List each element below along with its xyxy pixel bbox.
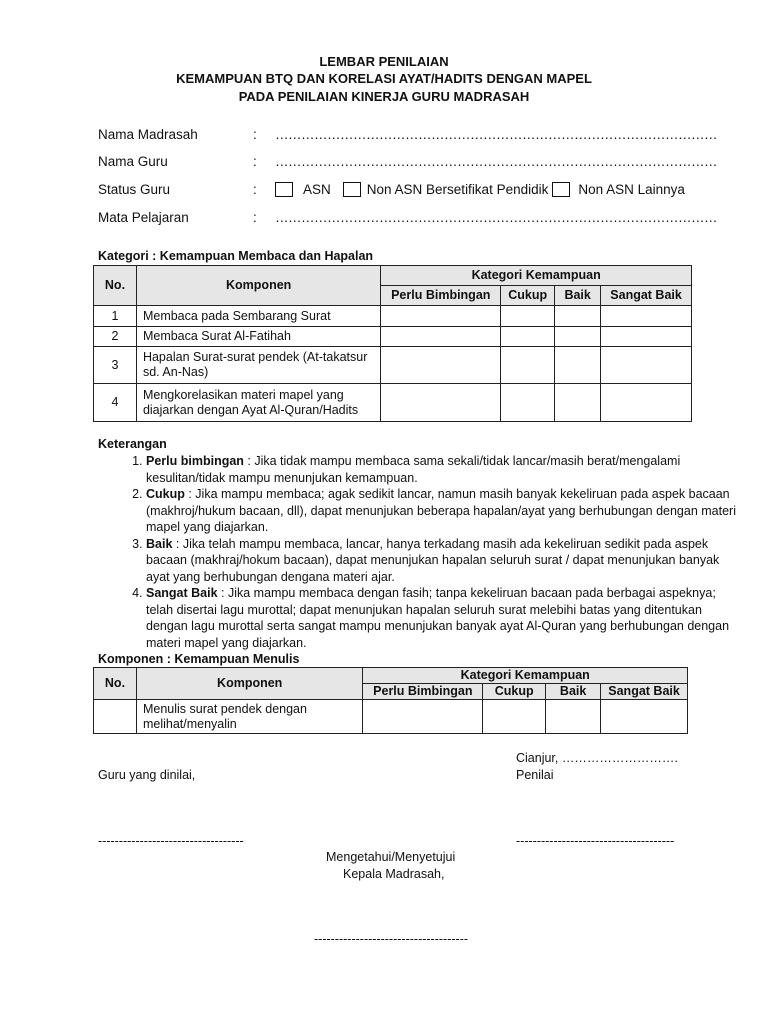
score-cell[interactable] bbox=[601, 306, 692, 327]
list-item bbox=[146, 453, 746, 486]
field-mata-pelajaran bbox=[98, 209, 717, 227]
table-row bbox=[94, 700, 688, 734]
score-cell[interactable] bbox=[555, 306, 601, 327]
col-komponen-header: Komponen bbox=[136, 266, 380, 306]
score-cell[interactable] bbox=[601, 384, 692, 422]
field-label: Nama Madrasah bbox=[98, 127, 198, 142]
fill-in-line[interactable]: ………………………………………………………………………………………… bbox=[275, 154, 717, 169]
row-number: 2 bbox=[94, 327, 137, 347]
keterangan-heading: Keterangan bbox=[98, 437, 167, 451]
col-komponen-header: Komponen bbox=[136, 668, 362, 700]
row-komponen: Membaca pada Sembarang Surat bbox=[136, 306, 380, 327]
section-2-heading: Komponen : Kemampuan Menulis bbox=[98, 652, 300, 666]
table-row bbox=[94, 306, 692, 327]
title-line-2: KEMAMPUAN BTQ DAN KORELASI AYAT/HADITS DENGAN MAPEL bbox=[176, 71, 592, 86]
list-item bbox=[146, 585, 746, 651]
col-kategori-header: Kategori Kemampuan bbox=[381, 266, 692, 286]
subcol-perlu-bimbingan: Perlu Bimbingan bbox=[381, 286, 501, 306]
fill-in-line[interactable]: ………………………………………………………………………………………… bbox=[275, 127, 717, 142]
row-number: 4 bbox=[94, 384, 137, 422]
score-cell[interactable] bbox=[601, 327, 692, 347]
note-text: : Jika mampu membaca dengan fasih; tanpa kekeliruan bacaan pada berbagai aspeknya; telah disertai lagu murottal; dapat menunjukan hapalan seluruh surat melebihi batas yang ditentukan dengan lagu murottal serta sangat mampu menunjukan banyak ayat Al-Quran yang berhubungan dengan materi mapel yang diajarkan. bbox=[146, 586, 730, 650]
row-komponen: Mengkorelasikan materi mapel yang diajarkan dengan Ayat Al-Quran/Hadits bbox=[136, 384, 380, 422]
field-nama-madrasah bbox=[98, 126, 717, 144]
signature-line-kepala[interactable]: ------------------------------------- bbox=[314, 932, 469, 946]
fill-in-line[interactable]: ………………………………………………………………………………………… bbox=[275, 210, 717, 225]
field-colon: : bbox=[253, 182, 257, 197]
field-colon: : bbox=[253, 210, 257, 225]
note-text: : Jika mampu membaca; agak sedikit lancar, namun masih banyak kekeliruan pada aspek bacaan (makhroj/hukum bacaan, dll), dapat menunjukan beberapa hapalan/ayat yang berhubungan dengan materi mapel yang diajarkan. bbox=[146, 487, 736, 534]
row-number: 1 bbox=[94, 306, 137, 327]
note-term: Cukup bbox=[146, 487, 185, 501]
score-cell[interactable] bbox=[381, 327, 501, 347]
score-cell[interactable] bbox=[546, 700, 601, 734]
col-no-header: No. bbox=[94, 668, 137, 700]
list-item bbox=[146, 536, 746, 586]
field-label: Nama Guru bbox=[98, 154, 168, 169]
note-term: Sangat Baik bbox=[146, 586, 218, 600]
field-colon: : bbox=[253, 154, 257, 169]
penilai-label: Penilai bbox=[516, 768, 554, 782]
table-row bbox=[94, 384, 692, 422]
row-komponen: Menulis surat pendek dengan melihat/menyalin bbox=[136, 700, 362, 734]
score-cell[interactable] bbox=[501, 384, 555, 422]
keterangan-list bbox=[98, 453, 746, 651]
subcol-sangat-baik: Sangat Baik bbox=[601, 286, 692, 306]
col-no-header: No. bbox=[94, 266, 137, 306]
row-komponen: Membaca Surat Al-Fatihah bbox=[136, 327, 380, 347]
subcol-cukup: Cukup bbox=[501, 286, 555, 306]
writing-assessment-table bbox=[93, 667, 688, 734]
checkbox-non-asn-bersertifikat[interactable] bbox=[343, 182, 361, 197]
note-text: : Jika tidak mampu membaca sama sekali/tidak lancar/masih berat/mengalami kesulitan/tidak mampu menunjukan kemampuan. bbox=[146, 454, 681, 485]
signature-line-penilai[interactable]: -------------------------------------- bbox=[516, 834, 675, 848]
row-komponen: Hapalan Surat-surat pendek (At-takatsur sd. An-Nas) bbox=[136, 347, 380, 384]
table-row bbox=[94, 327, 692, 347]
score-cell[interactable] bbox=[381, 347, 501, 384]
table-row bbox=[94, 347, 692, 384]
checkbox-asn[interactable] bbox=[275, 182, 293, 197]
score-cell[interactable] bbox=[363, 700, 483, 734]
score-cell[interactable] bbox=[555, 384, 601, 422]
note-text: : Jika telah mampu membaca, lancar, hanya terkadang masih ada kekeliruan sedikit pada aspek bacaan (makhraj/hokum bacaan), dapat menunjukan hapalan seluruh surat / dapat menunjukan banyak ayat yang berhubungan dengana materi ajar. bbox=[146, 536, 720, 584]
list-item bbox=[146, 486, 746, 536]
row-number: 3 bbox=[94, 347, 137, 384]
option-non-asn-bersertifikat-label: Non ASN Bersetifikat Pendidik bbox=[366, 182, 549, 197]
subcol-cukup: Cukup bbox=[483, 684, 546, 700]
row-number bbox=[94, 700, 137, 734]
field-status-guru bbox=[98, 181, 689, 199]
score-cell[interactable] bbox=[501, 347, 555, 384]
field-label: Mata Pelajaran bbox=[98, 210, 189, 225]
title-line-3: PADA PENILAIAN KINERJA GURU MADRASAH bbox=[238, 89, 530, 104]
section-1-heading: Kategori : Kemampuan Membaca dan Hapalan bbox=[98, 249, 374, 263]
field-colon: : bbox=[253, 127, 257, 142]
guru-label: Guru yang dinilai, bbox=[98, 768, 196, 782]
score-cell[interactable] bbox=[555, 347, 601, 384]
option-asn-label: ASN bbox=[303, 182, 331, 197]
kepala-label: Kepala Madrasah, bbox=[343, 867, 445, 881]
option-non-asn-lainnya-label: Non ASN Lainnya bbox=[578, 182, 685, 197]
reading-assessment-table bbox=[93, 265, 692, 422]
mengetahui-label: Mengetahui/Menyetujui bbox=[326, 850, 456, 864]
score-cell[interactable] bbox=[483, 700, 546, 734]
score-cell[interactable] bbox=[601, 347, 692, 384]
subcol-sangat-baik: Sangat Baik bbox=[601, 684, 688, 700]
checkbox-non-asn-lainnya[interactable] bbox=[552, 182, 570, 197]
subcol-baik: Baik bbox=[555, 286, 601, 306]
title-line-1: LEMBAR PENILAIAN bbox=[319, 54, 449, 69]
score-cell[interactable] bbox=[601, 700, 688, 734]
field-label: Status Guru bbox=[98, 182, 171, 197]
note-term: Baik bbox=[146, 536, 173, 551]
place-date: Cianjur, ………………………. bbox=[516, 751, 678, 765]
score-cell[interactable] bbox=[381, 384, 501, 422]
note-term: Perlu bimbingan bbox=[146, 454, 244, 468]
col-kategori-header: Kategori Kemampuan bbox=[363, 668, 688, 684]
score-cell[interactable] bbox=[501, 327, 555, 347]
field-nama-guru bbox=[98, 153, 717, 171]
signature-line-guru[interactable]: ----------------------------------- bbox=[98, 834, 244, 848]
score-cell[interactable] bbox=[555, 327, 601, 347]
score-cell[interactable] bbox=[501, 306, 555, 327]
subcol-perlu-bimbingan: Perlu Bimbingan bbox=[363, 684, 483, 700]
score-cell[interactable] bbox=[381, 306, 501, 327]
subcol-baik: Baik bbox=[546, 684, 601, 700]
